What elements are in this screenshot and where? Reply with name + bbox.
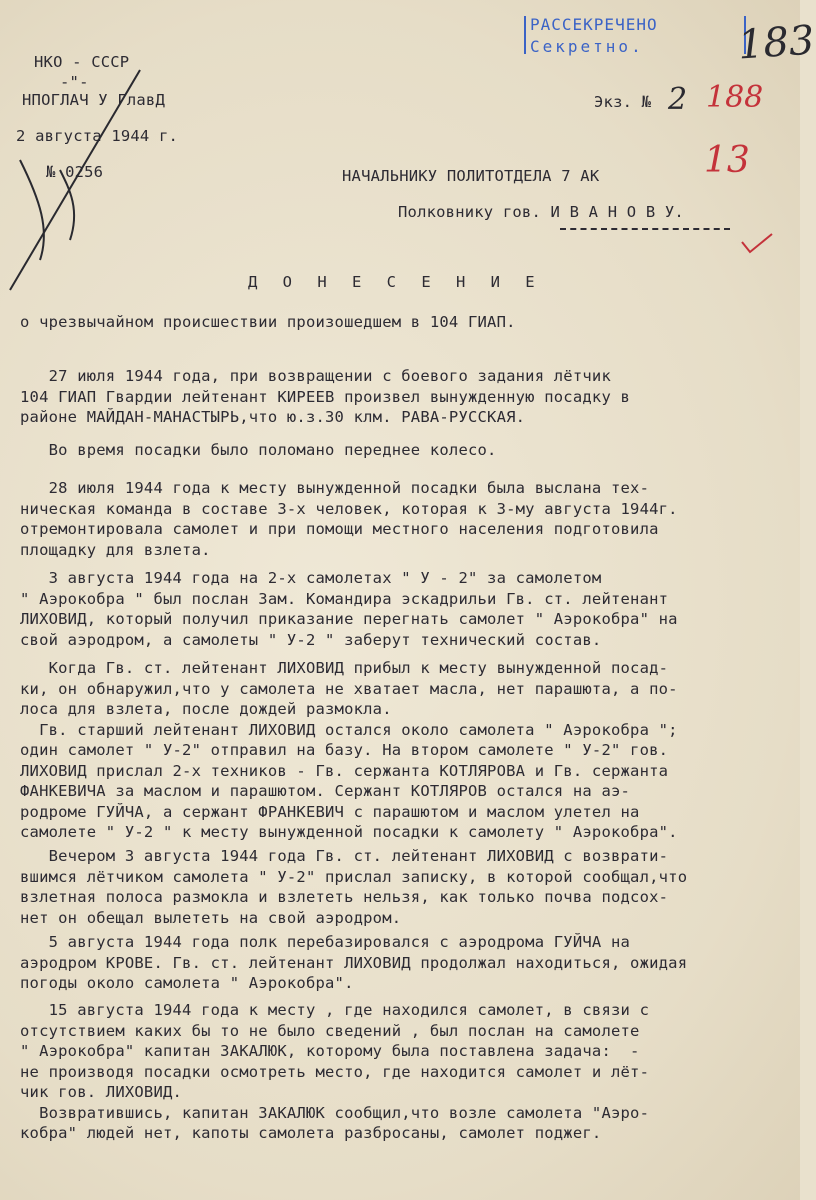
declassified-stamp (530, 14, 658, 58)
text-line: ки, он обнаружил,что у самолета не хватает масла, нет парашюта, а по- (20, 679, 678, 698)
text-line: 3 августа 1944 года на 2-х самолетах " У - 2" за самолетом (20, 569, 602, 587)
paragraph-8 (20, 1000, 790, 1144)
text-line: Возвратившись, капитан ЗАКАЛЮК сообщил,что возле самолета "Аэро- (20, 1103, 650, 1122)
handwritten-mark-graphic (0, 60, 150, 300)
org-line-3: НПОГЛАЧ У ГлавД (22, 91, 165, 109)
text-line: 5 августа 1944 года полк перебазировался с аэродрома ГУЙЧА на (20, 933, 631, 951)
text-line: Когда Гв. ст. лейтенант ЛИХОВИД прибыл к месту вынужденной посад- (20, 659, 669, 677)
red-checkmark-graphic (738, 230, 778, 260)
paragraph-3 (20, 478, 790, 560)
text-line: ническая команда в составе 3-х человек, которая к 3-му августа 1944г. (20, 499, 678, 518)
text-line: Гв. старший лейтенант ЛИХОВИД остался около самолета " Аэрокобра "; (20, 720, 678, 739)
text-line: нет он обещал вылететь на свой аэродром. (20, 908, 402, 927)
org-line-2: -"- (60, 73, 89, 91)
text-line: один самолет " У-2" отправил на базу. На втором самолете " У-2" гов. (20, 741, 669, 759)
addressee-line-1: НАЧАЛЬНИКУ ПОЛИТОТДЕЛА 7 АК (342, 167, 600, 185)
text-line: " Аэрокобра " был послан Зам. Командира эскадрильи Гв. ст. лейтенант (20, 589, 669, 608)
text-line: родроме ГУЙЧА, а сержант ФРАНКЕВИЧ с парашютом и маслом улетел на (20, 802, 640, 821)
text-line: свой аэродром, а самолеты " У-2 " заберут технический состав. (20, 630, 602, 649)
text-line: 104 ГИАП Гвардии лейтенант КИРЕЕВ произвел вынужденную посадку в (20, 387, 631, 406)
text-line: вшимся лётчиком самолета " У-2" прислал записку, в которой сообщал,что (20, 867, 688, 886)
red-number-13: 13 (704, 140, 750, 181)
document-title: Д О Н Е С Е Н И Е (248, 273, 543, 291)
org-line-1: НКО - СССР (34, 53, 130, 71)
document-number: № 0256 (46, 163, 104, 181)
paragraph-5 (20, 658, 790, 843)
red-number-188: 188 (706, 80, 764, 115)
corner-number: 183 (736, 17, 816, 69)
text-line: 27 июля 1944 года, при возвращении с боевого задания лётчик (20, 367, 611, 385)
text-line: " Аэрокобра" капитан ЗАКАЛЮК, которому была поставлена задача: - (20, 1042, 640, 1060)
paragraph-1 (20, 366, 790, 428)
addressee-underline (560, 228, 730, 232)
paragraph-4 (20, 568, 790, 650)
text-line: 15 августа 1944 года к месту , где находился самолет, в связи с (20, 1001, 650, 1019)
paragraph-2 (20, 440, 790, 461)
text-line: ЛИХОВИД, который получил приказание перегнать самолет " Аэрокобра" на (20, 610, 678, 628)
text-line: аэродром КРОВЕ. Гв. ст. лейтенант ЛИХОВИД продолжал находиться, ожидая (20, 953, 688, 972)
text-line: взлетная полоса размокла и взлететь нельзя, как только почва подсох- (20, 888, 669, 906)
text-line: отремонтировала самолет и при помощи местного населения подготовила (20, 520, 659, 538)
text-line: районе МАЙДАН-МАНАСТЫРЬ,что ю.з.30 клм. РАВА-РУССКАЯ. (20, 408, 526, 426)
paragraph-7 (20, 932, 790, 994)
document-subtitle: о чрезвычайном происшествии произошедшем в 104 ГИАП. (20, 313, 516, 331)
text-line: кобра" людей нет, капоты самолета разбросаны, самолет поджег. (20, 1124, 602, 1142)
text-line: отсутствием каких бы то не было сведений , был послан на самолете (20, 1021, 640, 1040)
addressee-line-2: Полковнику гов. И В А Н О В У. (398, 203, 684, 221)
copy-label: Экз. № (594, 93, 652, 111)
text-line: 28 июля 1944 года к месту вынужденной посадки была выслана тех- (20, 479, 650, 497)
stamp-bar-left (524, 16, 526, 54)
text-line: не производя посадки осмотреть место, где находится самолет и лёт- (20, 1062, 650, 1081)
paragraph-6 (20, 846, 790, 928)
document-date: 2 августа 1944 г. (16, 127, 179, 145)
copy-number: 2 (668, 82, 688, 117)
stamp-line-secret: Секретно. (530, 37, 644, 56)
text-line: чик гов. ЛИХОВИД. (20, 1083, 183, 1101)
text-line: Вечером 3 августа 1944 года Гв. ст. лейтенант ЛИХОВИД с возврати- (20, 847, 669, 865)
text-line: Во время посадки было поломано переднее колесо. (20, 441, 497, 459)
text-line: площадку для взлета. (20, 540, 211, 559)
text-line: лоса для взлета, после дождей размокла. (20, 700, 392, 718)
stamp-line-declassified: РАССЕКРЕЧЕНО (530, 15, 658, 34)
text-line: погоды около самолета " Аэрокобра". (20, 974, 354, 992)
text-line: ФАНКЕВИЧА за маслом и парашютом. Сержант КОТЛЯРОВ остался на аэ- (20, 782, 631, 800)
text-line: ЛИХОВИД прислал 2-х техников - Гв. сержанта КОТЛЯРОВА и Гв. сержанта (20, 761, 669, 780)
text-line: самолете " У-2 " к месту вынужденной посадки к самолету " Аэрокобра". (20, 823, 678, 841)
